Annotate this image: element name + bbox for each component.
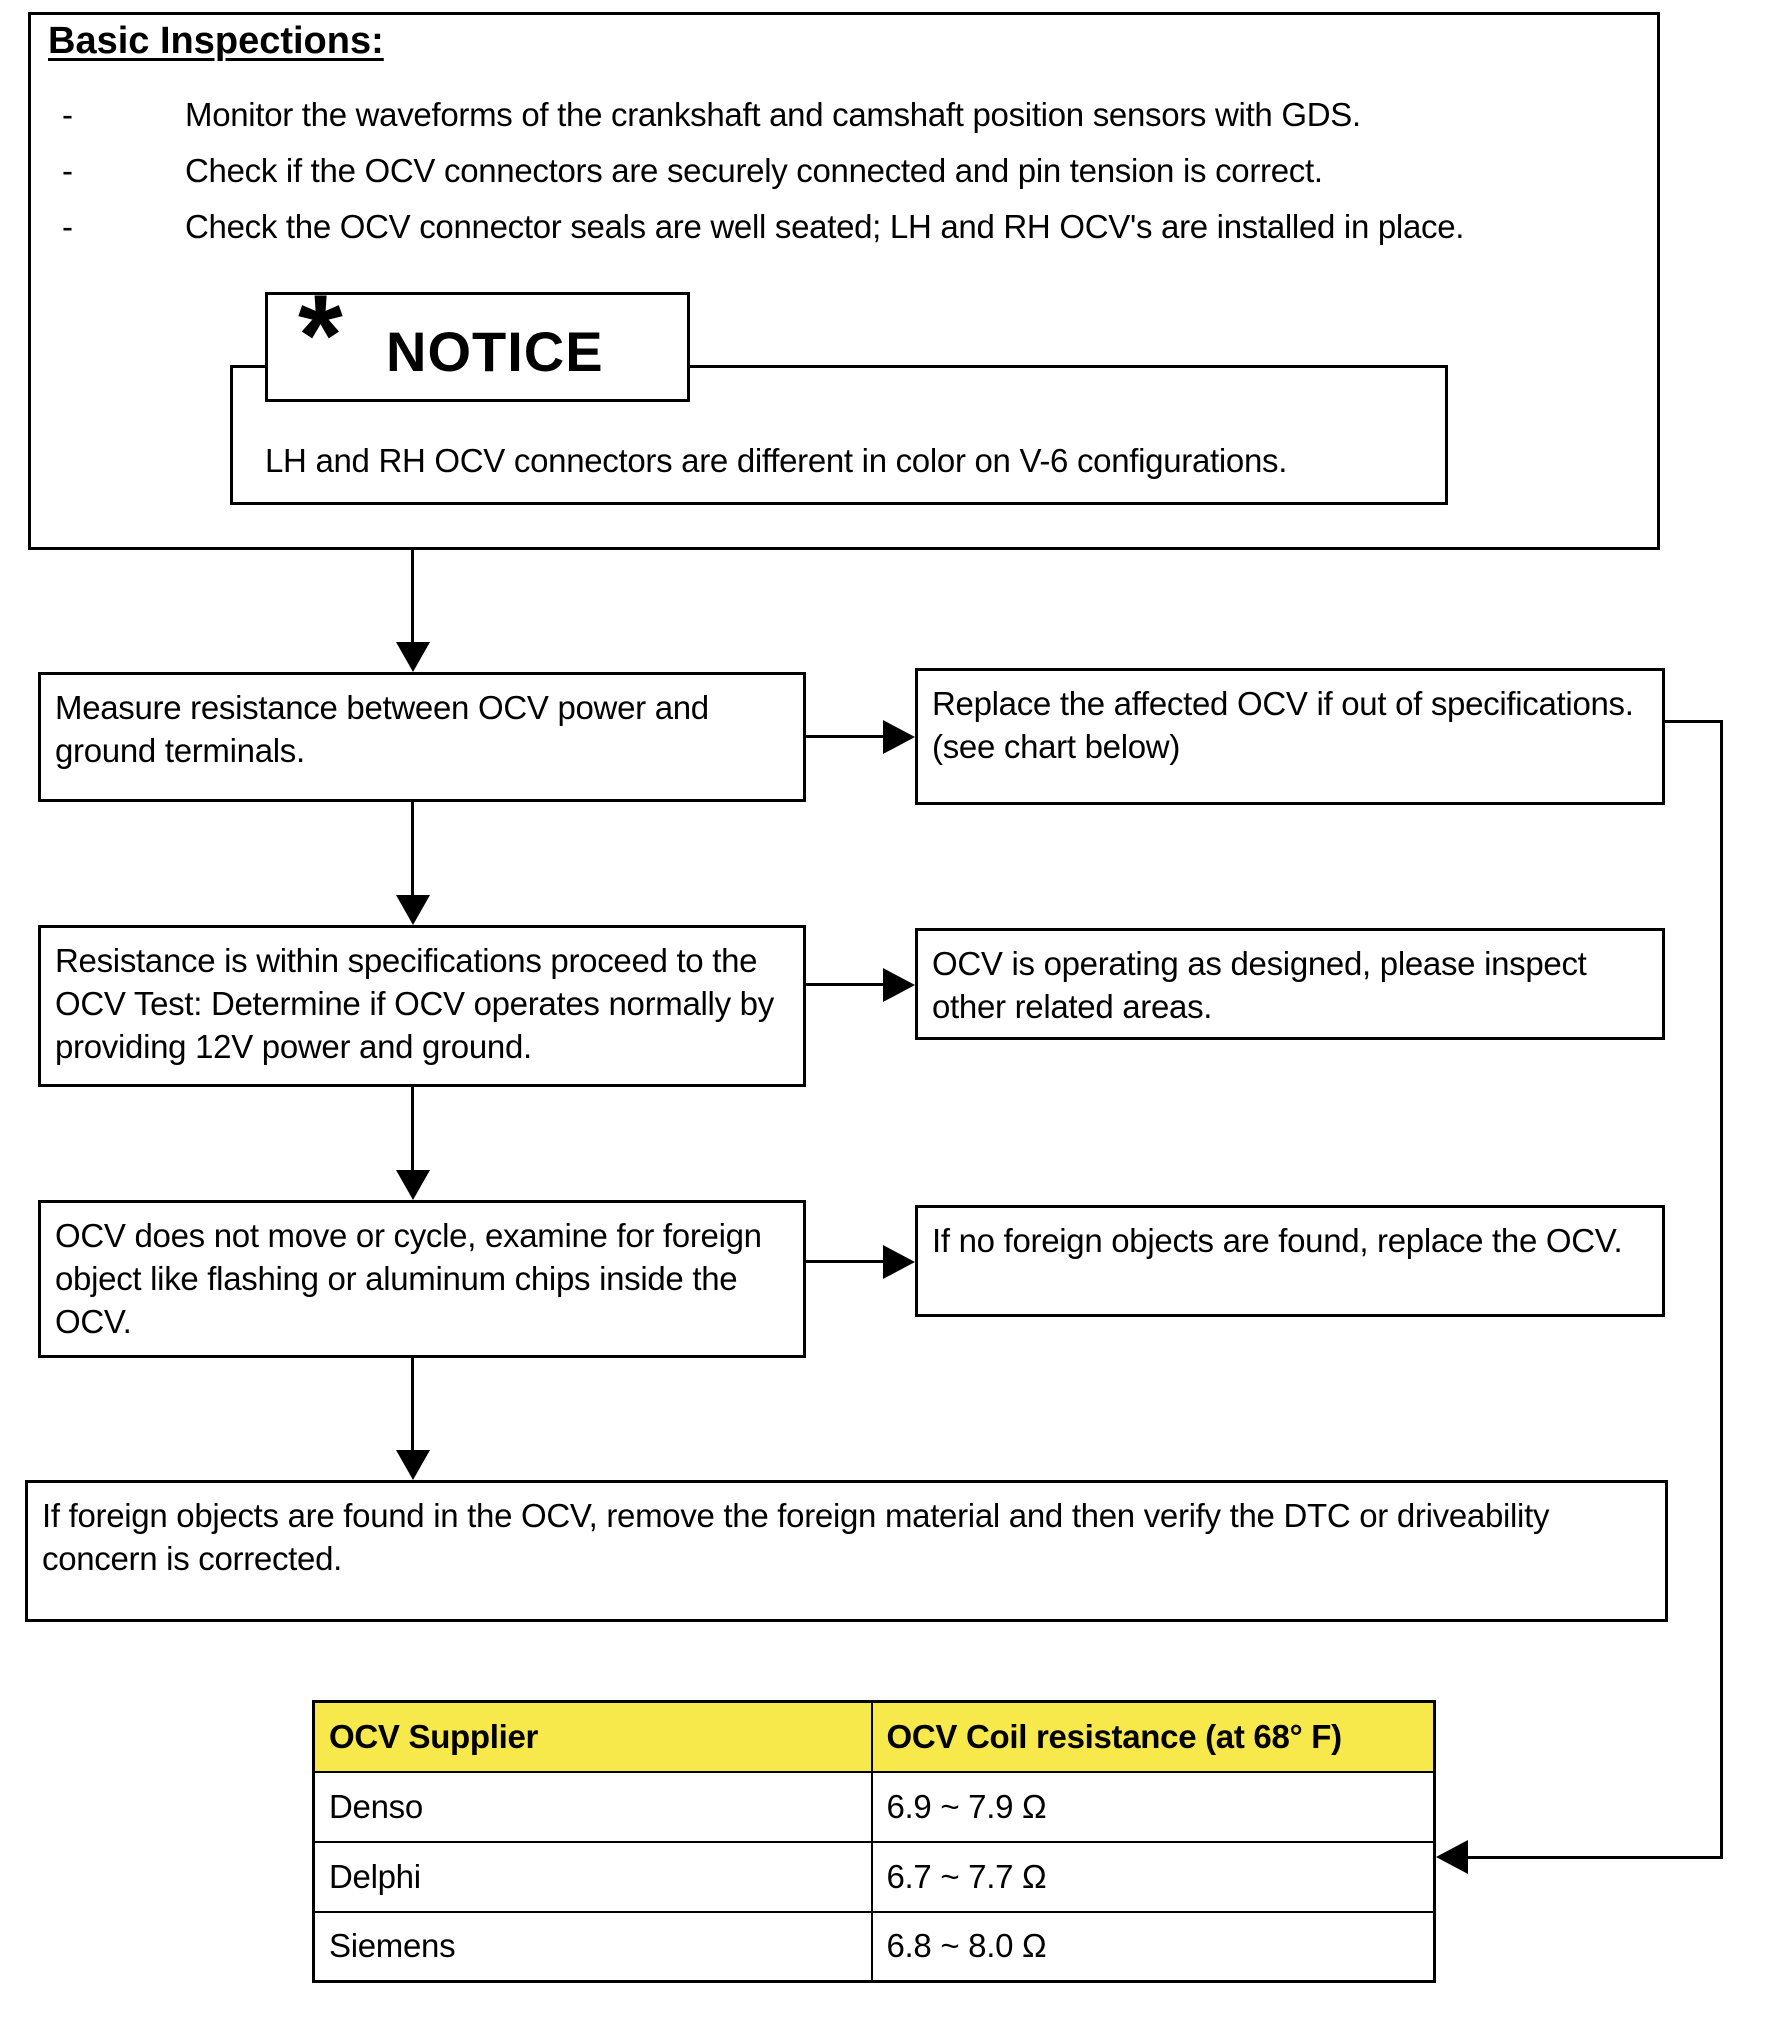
arrow-down-2-line <box>411 802 414 895</box>
table-header-row <box>314 1702 1435 1772</box>
connector-line-vertical <box>1720 720 1723 1859</box>
flow-box-no-foreign-objects: If no foreign objects are found, replace the OCV. <box>915 1205 1665 1317</box>
inspection-item-3 <box>62 208 1464 246</box>
flow-box-ocv-no-move: OCV does not move or cycle, examine for foreign object like flashing or aluminum chips inside the OCV. <box>38 1200 806 1358</box>
notice-text: LH and RH OCV connectors are different in color on V-6 configurations. <box>265 442 1288 479</box>
inspection-item-text: Check if the OCV connectors are securely connected and pin tension is correct. <box>185 152 1323 189</box>
bullet-dash: - <box>62 208 73 245</box>
arrow-down-1-line <box>411 550 414 642</box>
notice-label-box <box>265 272 690 402</box>
ocv-spec-table <box>312 1700 1436 1983</box>
table-cell-resistance: 6.9 ~ 7.9 Ω <box>872 1772 1435 1842</box>
arrow-right-3-head <box>883 1245 915 1279</box>
arrow-right-2-head <box>883 968 915 1002</box>
bullet-dash: - <box>62 96 73 133</box>
arrow-down-1-head <box>396 642 430 672</box>
arrow-down-4-line <box>411 1358 414 1450</box>
table-cell-supplier: Delphi <box>314 1842 872 1912</box>
table-row <box>314 1772 1435 1842</box>
basic-inspections-title: Basic Inspections: <box>48 20 384 62</box>
connector-line-bottom <box>1468 1856 1723 1859</box>
flow-box-replace-ocv: Replace the affected OCV if out of specifications. (see chart below) <box>915 668 1665 805</box>
arrow-left-table-head <box>1436 1840 1468 1874</box>
table-header-supplier: OCV Supplier <box>314 1702 872 1772</box>
flow-box-measure-resistance: Measure resistance between OCV power and ground terminals. <box>38 672 806 802</box>
arrow-down-3-head <box>396 1170 430 1200</box>
bullet-dash: - <box>62 152 73 189</box>
arrow-right-1-head <box>883 720 915 754</box>
arrow-down-3-line <box>411 1087 414 1170</box>
arrow-right-1-line <box>806 735 883 738</box>
asterisk-icon: * <box>298 272 343 400</box>
table-row <box>314 1912 1435 1982</box>
inspection-item-text: Check the OCV connector seals are well seated; LH and RH OCV's are installed in place. <box>185 208 1465 245</box>
table-cell-supplier: Siemens <box>314 1912 872 1982</box>
table-cell-resistance: 6.8 ~ 8.0 Ω <box>872 1912 1435 1982</box>
table-header-resistance: OCV Coil resistance (at 68° F) <box>872 1702 1435 1772</box>
arrow-right-2-line <box>806 983 883 986</box>
inspection-item-text: Monitor the waveforms of the crankshaft and camshaft position sensors with GDS. <box>185 96 1361 133</box>
inspection-item-2 <box>62 152 1323 190</box>
flow-box-foreign-objects-found: If foreign objects are found in the OCV, remove the foreign material and then verify the DTC or driveability concern is corrected. <box>25 1480 1668 1622</box>
flow-box-resistance-within-spec: Resistance is within specifications proceed to the OCV Test: Determine if OCV operates normally by providing 12V power and ground. <box>38 925 806 1087</box>
table-cell-supplier: Denso <box>314 1772 872 1842</box>
table-row <box>314 1842 1435 1912</box>
notice-label: NOTICE <box>386 320 604 383</box>
inspection-item-1 <box>62 96 1361 134</box>
connector-line-top <box>1665 720 1723 723</box>
arrow-down-2-head <box>396 895 430 925</box>
flow-box-ocv-operating: OCV is operating as designed, please inspect other related areas. <box>915 928 1665 1040</box>
arrow-down-4-head <box>396 1450 430 1480</box>
arrow-right-3-line <box>806 1260 883 1263</box>
table-cell-resistance: 6.7 ~ 7.7 Ω <box>872 1842 1435 1912</box>
